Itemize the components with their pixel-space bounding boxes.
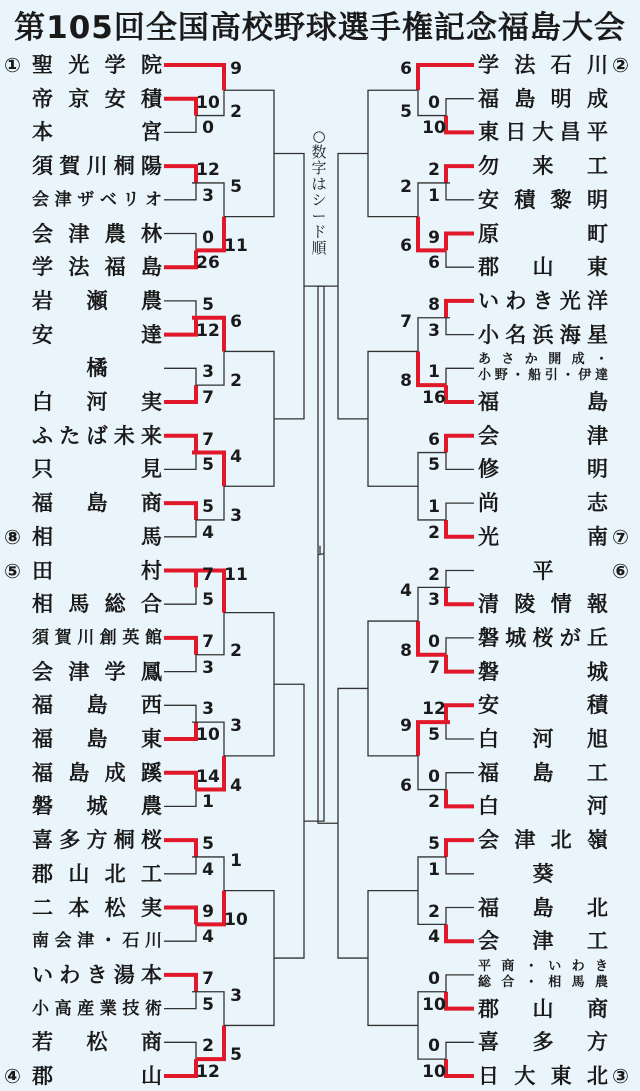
score-label: 1 (230, 850, 242, 871)
score-label: 5 (428, 455, 440, 476)
team-name-line: 総合・相馬農 (478, 974, 608, 990)
score-label: 2 (202, 1036, 214, 1057)
score-label: 2 (428, 901, 440, 922)
left-team-name: 橘 (86, 356, 108, 381)
score-label: 4 (202, 859, 214, 880)
left-team-name: 福島西 (32, 693, 162, 718)
left-team-name: 磐城農 (32, 794, 162, 819)
score-label: 2 (428, 160, 440, 181)
score-label: 2 (230, 640, 242, 661)
score-label: 9 (230, 59, 242, 79)
score-label: 12 (422, 699, 446, 720)
score-label: 10 (224, 910, 248, 931)
seed-number: ⑧ (4, 524, 21, 549)
score-label: 6 (428, 253, 440, 274)
score-label: 6 (230, 311, 242, 332)
match-line (446, 790, 474, 807)
right-team-name (478, 352, 608, 384)
match-line (164, 790, 196, 807)
score-label: 4 (202, 927, 214, 948)
score-label: 5 (428, 725, 440, 745)
match-line (446, 1059, 474, 1076)
score-label: 3 (428, 320, 440, 341)
score-label: 26 (196, 253, 220, 274)
score-label: 0 (428, 92, 440, 113)
left-team-name: 白河実 (32, 390, 162, 414)
score-label: 10 (422, 118, 446, 139)
score-label: 3 (202, 185, 214, 206)
seed-number: ⑤ (4, 558, 21, 583)
seed-number: ③ (612, 1064, 629, 1088)
score-label: 5 (230, 176, 242, 197)
match-line (164, 908, 196, 925)
left-team-name: 南会津・石川 (32, 931, 162, 952)
right-team-name: いわき光洋 (478, 288, 608, 313)
match-line (164, 1059, 196, 1076)
left-team-name: 会津学鳳 (32, 659, 162, 684)
score-label: 0 (428, 766, 440, 787)
semifinal-line (338, 153, 368, 418)
right-team-name: 白河旭 (478, 727, 608, 751)
left-team-name: 岩瀬農 (32, 288, 162, 313)
score-label: 4 (400, 581, 412, 602)
score-label: 3 (202, 362, 214, 383)
left-team-name: 福島東 (32, 727, 162, 751)
score-label: 2 (230, 371, 242, 392)
match-line (164, 773, 196, 790)
semifinal-line (274, 684, 304, 958)
score-label: 4 (230, 775, 242, 796)
match-line (446, 503, 474, 520)
match-line (164, 857, 196, 874)
right-team-name: 会津工 (478, 929, 608, 954)
match-line (418, 65, 474, 90)
match-line (446, 301, 474, 318)
score-label: 12 (196, 160, 220, 181)
match-line (164, 587, 196, 604)
match-line (164, 385, 196, 402)
left-team-name: 相馬 (32, 524, 162, 549)
right-team-name: 小名浜海星 (478, 322, 608, 347)
left-team-name: 安達 (32, 322, 162, 347)
right-team-name: 福島北 (478, 895, 608, 920)
quarterfinal-line (368, 891, 418, 1026)
match-line (446, 571, 474, 588)
match-line (446, 520, 474, 537)
score-label: 1 (428, 185, 440, 206)
score-label: 2 (230, 101, 242, 122)
left-team-name: 会津ザベリオ (32, 189, 162, 210)
page-title: 第105回全国高校野球選手権記念福島大会 (14, 10, 626, 46)
score-label: 3 (428, 590, 440, 611)
match-line (164, 503, 196, 520)
match-line (446, 722, 474, 739)
left-team-name: 本宮 (32, 120, 162, 145)
match-line (164, 234, 196, 251)
seed-number: ② (612, 53, 629, 77)
match-line (164, 655, 196, 672)
score-label: 5 (202, 455, 214, 476)
score-label: 14 (196, 766, 220, 787)
match-line (446, 183, 474, 200)
score-label: 8 (428, 294, 440, 315)
team-name-line: 小野・船引・伊達 (478, 368, 608, 384)
left-team-name: 郡山 (32, 1064, 162, 1088)
match-line (164, 840, 196, 857)
match-line (446, 453, 474, 470)
left-team-name: 福島成蹊 (32, 760, 162, 785)
score-label: 2 (428, 522, 440, 543)
right-team-name: 福島工 (478, 760, 608, 785)
score-label: 3 (230, 985, 242, 1006)
left-team-name: 小高産業技術 (32, 998, 162, 1019)
seed-number: ⑦ (612, 524, 629, 549)
match-line (446, 318, 474, 335)
score-label: 6 (428, 429, 440, 450)
right-team-name: 会津北嶺 (478, 828, 608, 853)
match-line (164, 65, 224, 90)
score-label: 0 (202, 118, 214, 139)
left-team-name: 二本松実 (32, 895, 162, 920)
match-line (446, 116, 474, 133)
right-team-name: 福島明成 (478, 86, 608, 111)
score-label: 3 (202, 657, 214, 678)
score-label: 1 (428, 362, 440, 383)
right-team-name: 平 (532, 558, 554, 583)
score-label: 7 (428, 657, 440, 678)
right-team-name: 白河 (478, 794, 608, 819)
match-line (446, 857, 474, 874)
seed-note: ○数字はシード順 (311, 127, 327, 257)
score-label: 2 (428, 792, 440, 813)
score-label: 11 (224, 564, 248, 585)
score-label: 8 (400, 371, 412, 392)
right-team-name: 日大東北 (478, 1064, 608, 1088)
score-label: 7 (400, 311, 412, 332)
right-team-name: 磐城 (478, 659, 608, 684)
score-label: 9 (400, 716, 412, 737)
score-label: 7 (202, 564, 214, 585)
score-label: 5 (202, 294, 214, 315)
match-line (164, 924, 196, 941)
match-line (164, 116, 196, 133)
score-label: 7 (202, 429, 214, 450)
score-label: 4 (428, 927, 440, 948)
right-team-name: 学法石川 (478, 53, 608, 77)
match-line (446, 924, 474, 941)
score-label: 10 (196, 725, 220, 745)
match-line (164, 368, 196, 385)
match-line (164, 301, 196, 318)
match-line (164, 318, 196, 335)
match-line (446, 638, 474, 655)
seed-number: ⑥ (612, 558, 629, 583)
score-label: 8 (400, 640, 412, 661)
left-team-name: ふたば未来 (32, 423, 162, 448)
right-team-name: 光南 (478, 524, 608, 549)
final-line (318, 554, 324, 555)
right-team-name: 尚志 (478, 491, 608, 516)
score-label: 0 (428, 968, 440, 989)
match-line (446, 368, 474, 385)
seed-number: ④ (4, 1064, 21, 1088)
match-line (164, 992, 196, 1009)
score-label: 12 (196, 320, 220, 341)
score-label: 11 (224, 236, 248, 257)
score-label: 5 (202, 590, 214, 611)
score-label: 16 (422, 388, 446, 408)
right-team-name: 修明 (478, 457, 608, 482)
score-label: 10 (422, 994, 446, 1015)
score-label: 7 (202, 968, 214, 989)
match-line (446, 992, 474, 1009)
right-team-name: 会津 (478, 423, 608, 448)
match-line (164, 722, 196, 739)
left-team-name: 聖光学院 (32, 53, 162, 77)
semifinal-line (338, 688, 368, 958)
left-team-name: 会津農林 (32, 221, 162, 246)
match-line (164, 183, 196, 200)
score-label: 12 (196, 1062, 220, 1082)
score-label: 9 (428, 227, 440, 248)
score-label: 5 (230, 1045, 242, 1066)
match-line (446, 99, 474, 116)
score-label: 5 (202, 994, 214, 1015)
match-line (164, 250, 196, 267)
match-line (446, 655, 474, 672)
score-label: 7 (202, 631, 214, 652)
right-team-name: 安積黎明 (478, 187, 608, 212)
left-team-name: 只見 (32, 457, 162, 482)
left-team-name: 須賀川桐陽 (32, 154, 162, 179)
match-line (164, 975, 196, 992)
match-line (446, 166, 474, 183)
semifinal-line (274, 153, 304, 418)
score-label: 9 (202, 901, 214, 922)
score-label: 3 (230, 716, 242, 737)
match-line (164, 520, 196, 537)
seed-number: ① (4, 53, 21, 77)
score-label: 5 (202, 497, 214, 518)
right-team-name: 福島 (478, 390, 608, 414)
match-line (446, 587, 474, 604)
score-label: 5 (202, 834, 214, 855)
left-team-name: 福島商 (32, 491, 162, 516)
match-line (164, 453, 196, 470)
score-label: 3 (230, 505, 242, 526)
match-line (446, 840, 474, 857)
match-line (164, 638, 196, 655)
match-line (164, 1042, 196, 1059)
score-label: 1 (428, 859, 440, 880)
right-team-name: 葵 (532, 861, 554, 886)
score-label: 2 (400, 176, 412, 197)
match-line (164, 705, 196, 722)
score-label: 4 (202, 522, 214, 543)
score-label: 1 (428, 497, 440, 518)
score-label: 5 (400, 101, 412, 122)
score-label: 6 (400, 775, 412, 796)
left-team-name: いわき湯本 (32, 962, 162, 987)
left-team-name: 田村 (32, 558, 162, 583)
score-label: 10 (196, 92, 220, 113)
left-team-name: 若松商 (32, 1030, 162, 1055)
right-team-name: 磐城桜が丘 (478, 625, 608, 650)
right-team-name: 原町 (478, 221, 608, 246)
match-line (164, 436, 196, 453)
score-label: 4 (230, 446, 242, 467)
left-team-name: 喜多方桐桜 (32, 828, 162, 853)
match-line (164, 571, 196, 588)
score-label: 0 (428, 631, 440, 652)
score-label: 7 (202, 388, 214, 408)
score-label: 3 (202, 699, 214, 720)
match-line (446, 773, 474, 790)
right-team-name: 安積 (478, 693, 608, 718)
match-line (446, 436, 474, 453)
match-line (446, 1042, 474, 1059)
match-line (446, 234, 474, 251)
right-team-name: 喜多方 (478, 1030, 608, 1055)
score-label: 10 (422, 1062, 446, 1082)
score-label: 0 (428, 1036, 440, 1057)
team-name-line: 平商・いわき (478, 958, 608, 974)
right-team-name: 郡山東 (478, 255, 608, 280)
score-label: 1 (202, 792, 214, 813)
left-team-name: 須賀川創英館 (32, 627, 162, 648)
right-team-name: 勿来工 (478, 154, 608, 179)
match-line (446, 705, 474, 722)
left-team-name: 学法福島 (32, 255, 162, 280)
match-line (446, 908, 474, 925)
match-line (446, 975, 474, 992)
left-team-name: 帝京安積 (32, 86, 162, 111)
score-label: 5 (428, 834, 440, 855)
match-line (446, 385, 474, 402)
right-team-name: 東日大昌平 (478, 120, 608, 145)
right-team-name: 清陵情報 (478, 592, 608, 617)
right-team-name: 郡山商 (478, 996, 608, 1021)
team-name-line: あさか開成・ (478, 352, 608, 368)
match-line (446, 250, 474, 267)
score-label: 2 (428, 564, 440, 585)
left-team-name: 相馬総合 (32, 592, 162, 617)
match-line (164, 99, 196, 116)
left-team-name: 郡山北工 (32, 861, 162, 886)
score-label: 0 (202, 227, 214, 248)
score-label: 6 (400, 59, 412, 79)
right-team-name (478, 959, 608, 991)
score-label: 6 (400, 236, 412, 257)
match-line (164, 166, 196, 183)
